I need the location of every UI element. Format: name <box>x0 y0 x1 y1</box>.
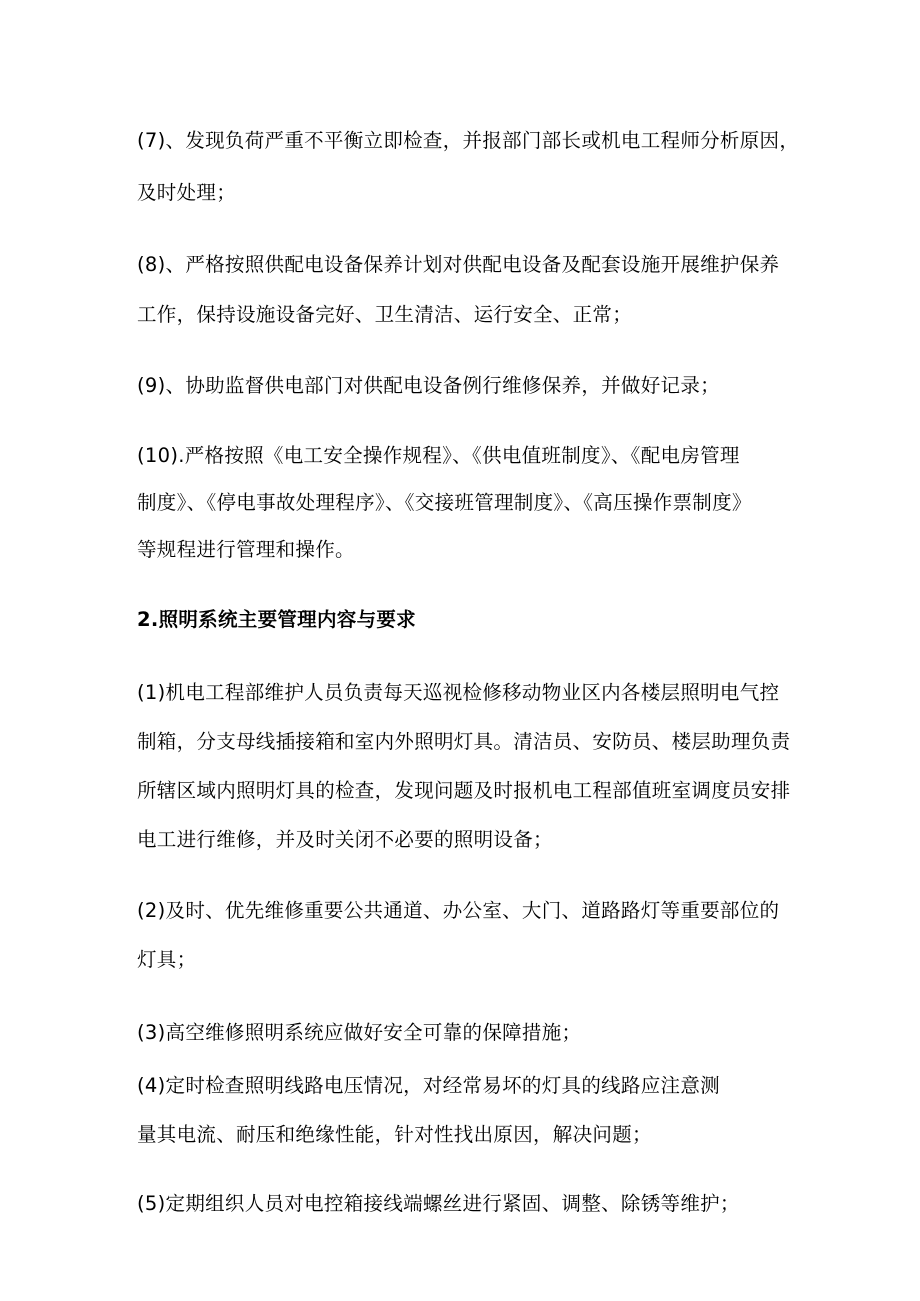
item-7-line-2: 及时处理； <box>137 181 237 204</box>
lighting-item-4-line-2: 量其电流、耐压和绝缘性能，针对性找出原因，解决问题； <box>137 1123 652 1146</box>
lighting-item-1-line-1: (1)机电工程部维护人员负责每天巡视检修移动物业区内各楼层照明电气控 <box>137 681 780 704</box>
lighting-item-1-line-3: 所辖区域内照明灯具的检查，发现问题及时报机电工程部值班室调度员安排 <box>137 779 791 802</box>
lighting-item-1-line-2: 制箱，分支母线插接箱和室内外照明灯具。清洁员、安防员、楼层助理负责 <box>137 730 791 753</box>
lighting-item-1-line-4: 电工进行维修，并及时关闭不必要的照明设备； <box>137 828 553 851</box>
lighting-item-4-line-1: (4)定时检查照明线路电压情况，对经常易坏的灯具的线路应注意测 <box>137 1074 720 1097</box>
lighting-item-3-line-1: (3)高空维修照明系统应做好安全可靠的保障措施； <box>137 1021 582 1044</box>
section-heading-lighting: 2.照明系统主要管理内容与要求 <box>137 608 416 631</box>
item-8-line-2: 工作，保持设施设备完好、卫生清洁、运行安全、正常； <box>137 303 633 326</box>
item-10-line-2: 制度》、《停电事故处理程序》、《交接班管理制度》、《高压操作票制度》 <box>137 491 752 514</box>
lighting-item-5-line-1: (5)定期组织人员对电控箱接线端螺丝进行紧固、调整、除锈等维护； <box>137 1192 740 1215</box>
item-9-line-1: (9)、协助监督供电部门对供配电设备例行维修保养，并做好记录； <box>137 374 720 397</box>
item-10-line-3: 等规程进行管理和操作。 <box>137 538 355 561</box>
lighting-item-2-line-2: 灯具； <box>137 948 197 971</box>
lighting-item-2-line-1: (2)及时、优先维修重要公共通道、办公室、大门、道路路灯等重要部位的 <box>137 899 780 922</box>
item-8-line-1: (8)、严格按照供配电设备保养计划对供配电设备及配套设施开展维护保养 <box>137 253 780 276</box>
item-7-line-1: (7)、发现负荷严重不平衡立即检查，并报部门部长或机电工程师分析原因， <box>137 129 800 152</box>
item-10-line-1: (10).严格按照《电工安全操作规程》、《供电值班制度》、《配电房管理 <box>137 444 740 467</box>
